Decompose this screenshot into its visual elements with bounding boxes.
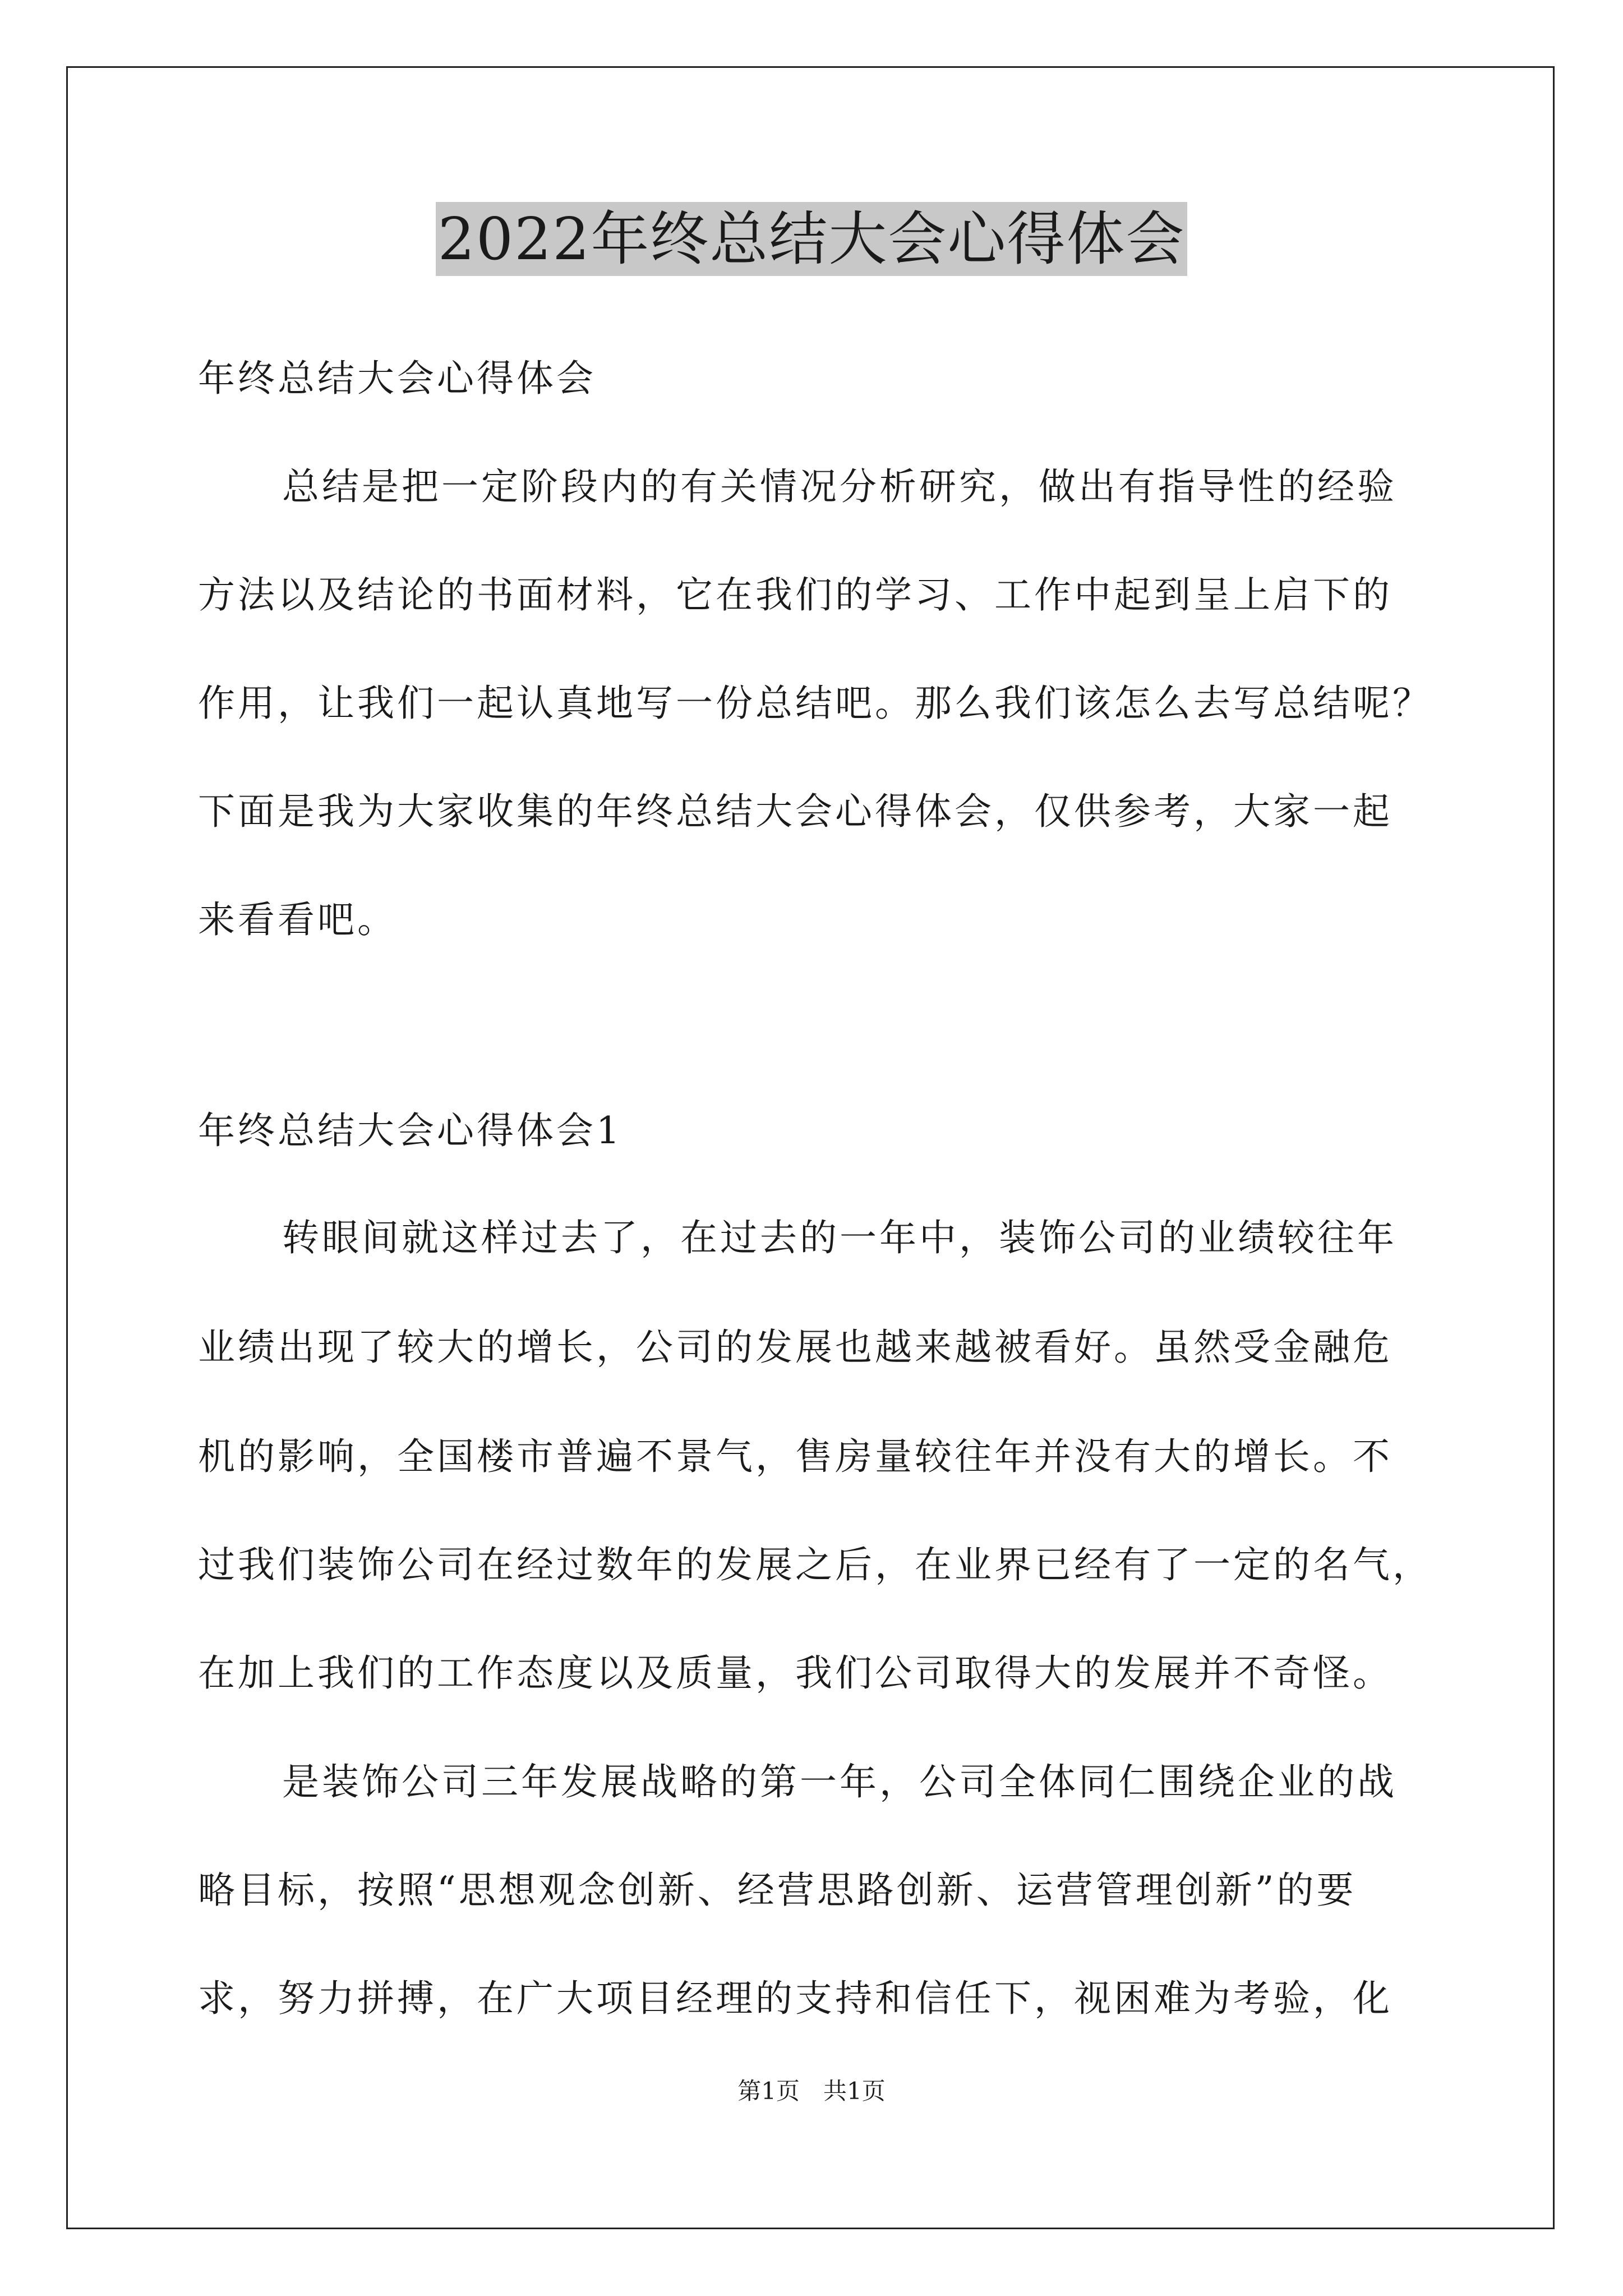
paragraph-line: 机的影响，全国楼市普遍不景气，售房量较往年并没有大的增长。不 — [198, 1435, 1393, 1478]
paragraph-line: 业绩出现了较大的增长，公司的发展也越来越被看好。虽然受金融危 — [198, 1326, 1393, 1369]
paragraph-line: 求，努力拼搏，在广大项目经理的支持和信任下，视困难为考验，化 — [198, 1977, 1393, 2020]
paragraph-line: 是装饰公司三年发展战略的第一年，公司全体同仁围绕企业的战 — [282, 1760, 1397, 1803]
paragraph-line: 略目标，按照“思想观念创新、经营思路创新、运营管理创新”的要 — [198, 1869, 1357, 1912]
paragraph-line: 方法以及结论的书面材料，它在我们的学习、工作中起到呈上启下的 — [198, 573, 1393, 616]
section-heading: 年终总结大会心得体会 — [198, 357, 596, 400]
paragraph-line: 来看看吧。 — [198, 898, 397, 941]
paragraph-line: 在加上我们的工作态度以及质量，我们公司取得大的发展并不奇怪。 — [198, 1651, 1393, 1695]
document-title: 2022年终总结大会心得体会 — [436, 202, 1188, 276]
paragraph-line: 过我们装饰公司在经过数年的发展之后，在业界已经有了一定的名气， — [198, 1543, 1432, 1586]
title-container — [0, 202, 1623, 276]
paragraph-line: 转眼间就这样过去了，在过去的一年中，装饰公司的业绩较往年 — [282, 1216, 1397, 1259]
paragraph-line: 下面是我为大家收集的年终总结大会心得体会，仅供参考，大家一起 — [198, 790, 1393, 833]
section-heading: 年终总结大会心得体会1 — [198, 1109, 623, 1152]
paragraph-line: 作用，让我们一起认真地写一份总结吧。那么我们该怎么去写总结呢？ — [198, 682, 1432, 725]
page-number-footer: 第1页 共1页 — [737, 2077, 886, 2105]
paragraph-line: 总结是把一定阶段内的有关情况分析研究，做出有指导性的经验 — [282, 465, 1397, 508]
